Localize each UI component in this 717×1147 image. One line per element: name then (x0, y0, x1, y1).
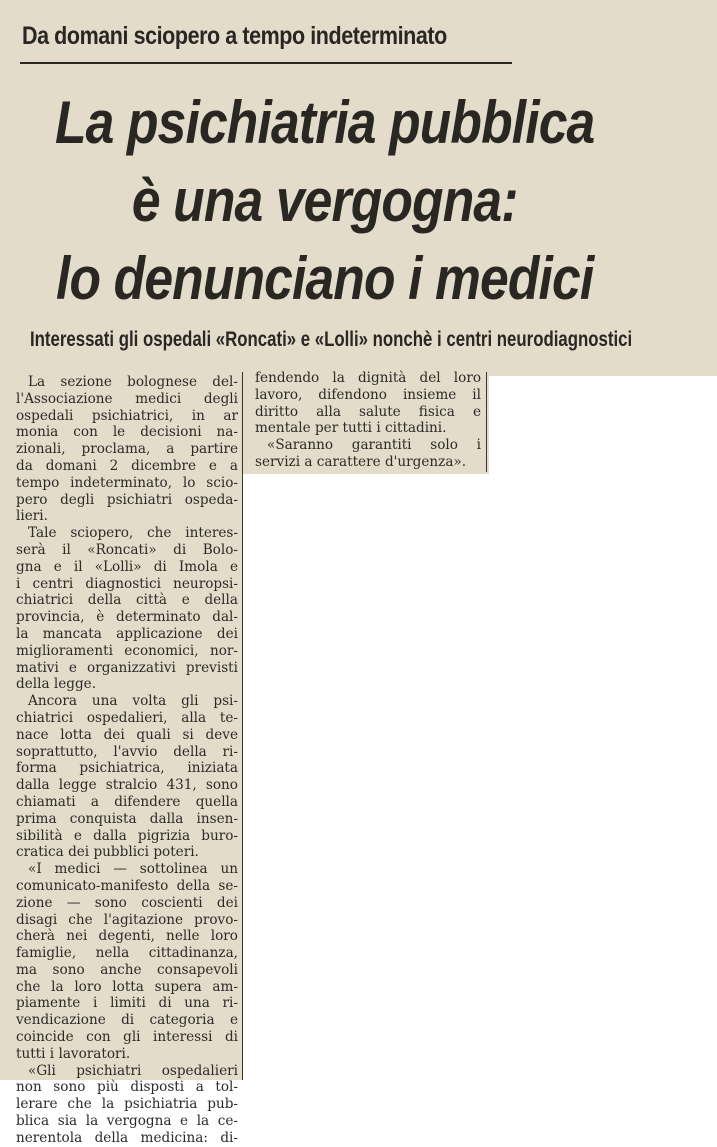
article-body-right-column (255, 370, 481, 471)
text-line: monia con le decisioni na- (16, 424, 238, 441)
text-line: lieri. (16, 508, 48, 525)
text-line: Ancora una volta gli psi- (28, 693, 238, 710)
text-line: da domani 2 dicembre e a (16, 457, 238, 474)
text-line: lavoro, difendono insieme il (255, 386, 481, 403)
headline (28, 84, 621, 318)
text-line: pero degli psichiatri ospeda- (16, 491, 238, 508)
text-line: La sezione bolognese del- (28, 374, 238, 390)
text-line: famiglie, nella cittadinanza, (16, 945, 238, 962)
text-line: ospedali psichiatrici, in ar (16, 407, 238, 424)
subheadline: Interessati gli ospedali «Roncati» e «Lolli» nonchè i centri neurodiagnostici (30, 328, 633, 351)
text-line: chiamati a difendere quella (16, 793, 238, 810)
kicker: Da domani sciopero a tempo indeterminato (22, 22, 447, 50)
text-line: disagi che l'agitazione provo- (16, 911, 238, 928)
text-line: i centri diagnostici neuropsi- (16, 575, 238, 592)
text-line: vendicazione di categoria e (16, 1012, 238, 1029)
text-line: cratica dei pubblici poteri. (16, 844, 199, 861)
text-line: serà il «Roncati» di Bolo- (16, 541, 238, 558)
text-line: provincia, è determinato dal- (16, 609, 238, 626)
text-line: nerentola della medicina: di- (16, 1129, 238, 1146)
text-line: chiatrici della città e della (16, 592, 238, 609)
text-line: l'Associazione medici degli (16, 390, 238, 407)
headline-line: lo denunciano i medici (56, 245, 594, 312)
text-line: «I medici — sottolinea un (28, 861, 238, 878)
text-line: dalla legge stralcio 431, sono (16, 777, 238, 794)
column-divider (486, 372, 487, 472)
text-line: gna e il «Lolli» di Imola e (16, 558, 238, 575)
text-line: mativi e organizzativi previsti (16, 659, 238, 676)
text-line: coincide con gli interessi di (16, 1029, 238, 1046)
text-line: della legge. (16, 676, 97, 693)
text-line: tutti i lavoratori. (16, 1045, 131, 1062)
text-line: chiatrici ospedalieri, alla te- (16, 709, 238, 726)
text-line: che la loro lotta supera am- (16, 978, 238, 995)
text-line: servizi a carattere d'urgenza». (255, 453, 467, 470)
text-line: non sono più disposti a tol- (16, 1079, 238, 1096)
text-line: Tale sciopero, che interes- (28, 525, 238, 542)
text-line: fendendo la dignità del loro (255, 370, 481, 386)
text-line: diritto alla salute fisica e (255, 403, 481, 420)
text-line: mentale per tutti i cittadini. (255, 420, 447, 437)
headline-line: è una vergogna: (131, 167, 518, 234)
text-line: «Saranno garantiti solo i (267, 437, 481, 454)
article-body-left-column (16, 374, 238, 1147)
text-line: ma sono anche consapevoli (16, 961, 238, 978)
text-line: miglioramenti economici, nor- (16, 642, 238, 659)
text-line: comunicato-manifesto della se- (16, 877, 238, 894)
text-line: la mancata applicazione dei (16, 625, 238, 642)
text-line: forma psichiatrica, iniziata (16, 760, 238, 777)
text-line: «Gli psichiatri ospedalieri (28, 1062, 238, 1079)
text-line: sibilità e dalla pigrizia buro- (16, 827, 238, 844)
text-line: tempo indeterminato, lo scio- (16, 474, 238, 491)
text-line: zione — sono coscienti dei (16, 894, 238, 911)
text-line: piamente i limiti di una ri- (16, 995, 238, 1012)
column-divider (242, 372, 243, 1080)
text-line: nace lotta dei quali si deve (16, 726, 238, 743)
text-line: soprattutto, l'avvio della ri- (16, 743, 238, 760)
text-line: zionali, proclama, a partire (16, 441, 238, 458)
text-line: prima conquista dalla insen- (16, 810, 238, 827)
headline-line: La psichiatria pubblica (55, 89, 595, 156)
text-line: lerare che la psichiatria pub- (16, 1096, 238, 1113)
text-line: cherà nei degenti, nelle loro (16, 928, 238, 945)
kicker-underline (20, 62, 512, 64)
text-line: blica sia la vergogna e la ce- (16, 1113, 238, 1130)
